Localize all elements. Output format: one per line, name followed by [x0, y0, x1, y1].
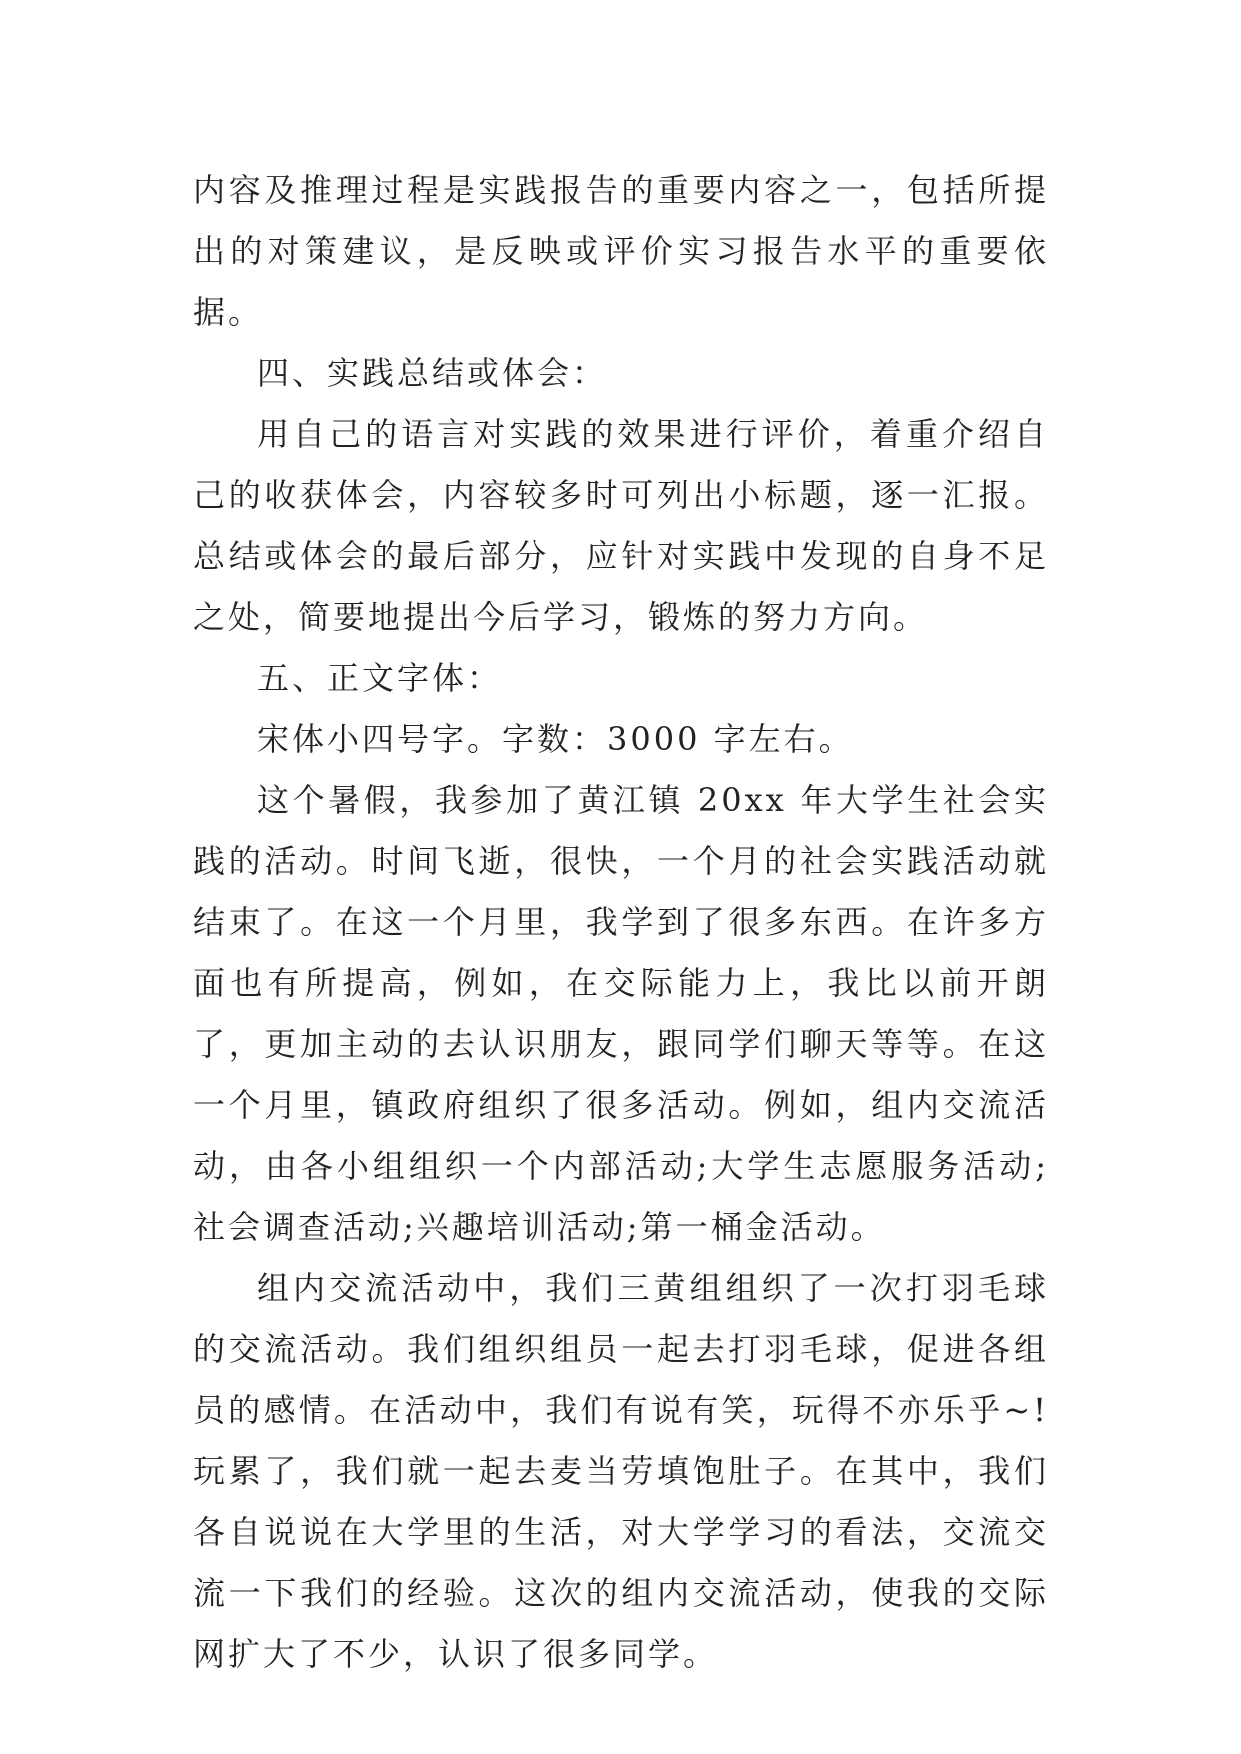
section-heading-font: 五、正文字体：: [257, 659, 503, 697]
paragraph-group-activity: 组内交流活动中，我们三黄组组织了一次打羽毛球的交流活动。我们组织组员一起去打羽毛球，促进各组员的感情。在活动中，我们有说有笑，玩得不亦乐乎~!玩累了，我们就一起去麦当劳填饱肚子。在其中，我们各自说说在大学里的生活，对大学学习的看法，交流交流一下我们的经验。这次的组内交流活动，使我的交际网扩大了不少，认识了很多同学。: [193, 1269, 1049, 1673]
paragraph-continuation: 内容及推理过程是实践报告的重要内容之一，包括所提出的对策建议，是反映或评价实习报告水平的重要依据。: [193, 171, 1049, 331]
document-body: [193, 160, 1049, 1685]
paragraph-summary: 用自己的语言对实践的效果进行评价，着重介绍自己的收获体会，内容较多时可列出小标题，逐一汇报。总结或体会的最后部分，应针对实践中发现的自身不足之处，简要地提出今后学习，锻炼的努力方向。: [193, 415, 1049, 636]
section-heading-summary: 四、实践总结或体会：: [257, 354, 608, 392]
paragraph-font: 宋体小四号字。字数：3000 字左右。: [257, 720, 854, 758]
paragraph-summer-practice: 这个暑假，我参加了黄江镇 20xx 年大学生社会实践的活动。时间飞逝，很快，一个月的社会实践活动就结束了。在这一个月里，我学到了很多东西。在许多方面也有所提高，例如，在交际能力上，我比以前开朗了，更加主动的去认识朋友，跟同学们聊天等等。在这一个月里，镇政府组织了很多活动。例如，组内交流活动，由各小组组织一个内部活动;大学生志愿服务活动;社会调查活动;兴趣培训活动;第一桶金活动。: [193, 781, 1049, 1246]
